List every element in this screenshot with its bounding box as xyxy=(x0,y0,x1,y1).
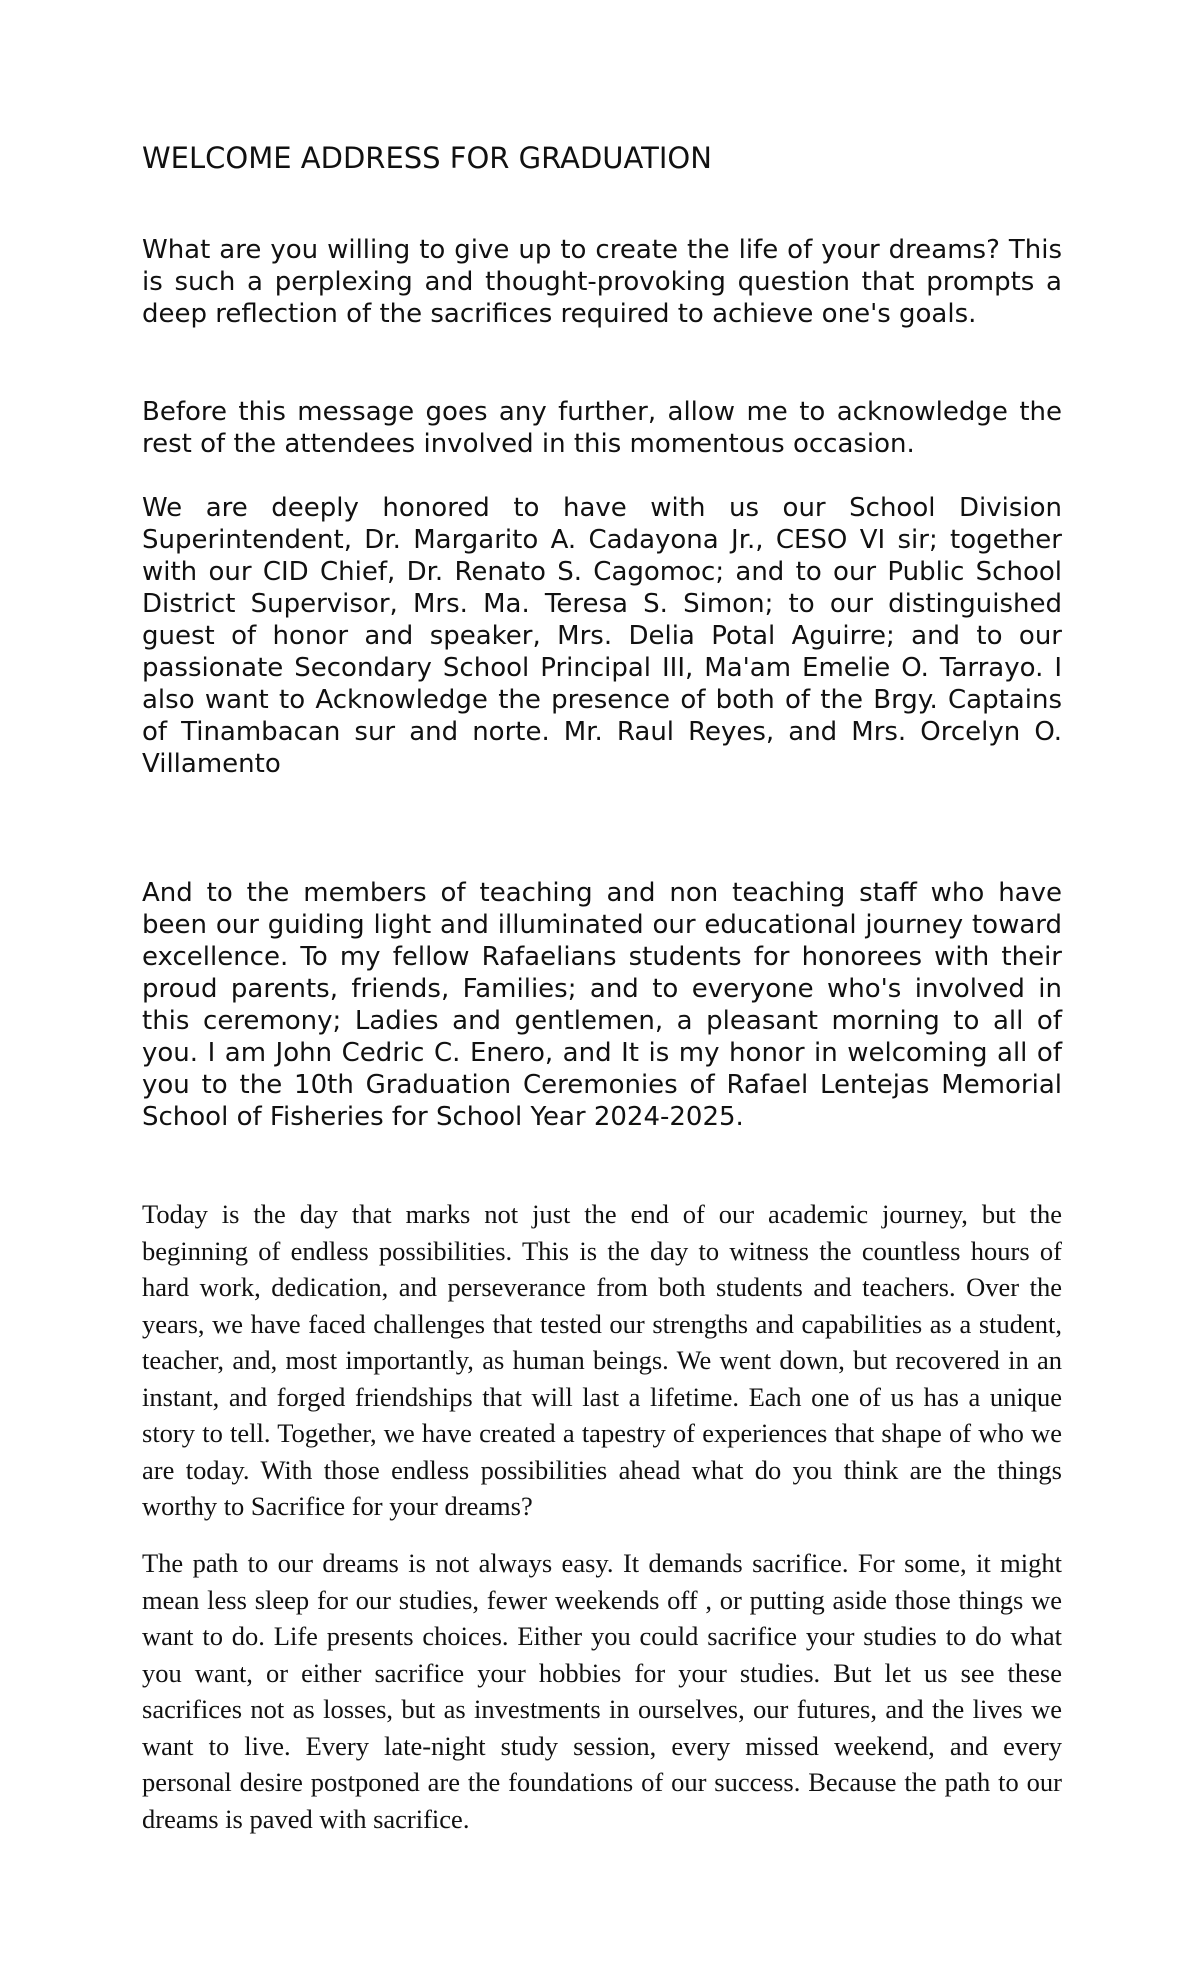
paragraph-dignitaries: We are deeply honored to have with us our School Division Superintendent, Dr. Margarito A. Cadayona Jr., CESO VI sir; together with our CID Chief, Dr. Renato S. Cagomoc; and to our Public School District Supervisor, Mrs. Ma. Teresa S. Simon; to our distinguished guest of honor and speaker, Mrs. Delia Potal Aguirre; and to our passionate Secondary School Principal III, Ma'am Emelie O. Tarrayo. I also want to Acknowledge the presence of both of the Brgy. Captains of Tinambacan sur and norte. Mr. Raul Reyes, and Mrs. Orcelyn O. Villamento xyxy=(142,493,1062,779)
paragraph-acknowledge-intro: Before this message goes any further, allow me to acknowledge the rest of the attendees involved in this momentous occasion. xyxy=(142,397,1062,459)
paragraph-welcome: And to the members of teaching and non teaching staff who have been our guiding light and illuminated our educational journey toward excellence. To my fellow Rafaelians students for honorees with their proud parents, friends, Families; and to everyone who's involved in this ceremony; Ladies and gentlemen, a pleasant morning to all of you. I am John Cedric C. Enero, and It is my honor in welcoming all of you to the 10th Graduation Ceremonies of Rafael Lentejas Memorial School of Fisheries for School Year 2024-2025. xyxy=(142,878,1062,1132)
document-title: WELCOME ADDRESS FOR GRADUATION xyxy=(142,141,712,175)
paragraph-journey: Today is the day that marks not just the end of our academic journey, but the beginning of endless possibilities. This is the day to witness the countless hours of hard work, dedication, and perseverance from both students and teachers. Over the years, we have faced challenges that tested our strengths and capabilities as a student, teacher, and, most importantly, as human beings. We went down, but recovered in an instant, and forged friendships that will last a lifetime. Each one of us has a unique story to tell. Together, we have created a tapestry of experiences that shape of who we are today. With those endless possibilities ahead what do you think are the things worthy to Sacrifice for your dreams? xyxy=(142,1199,1062,1521)
paragraph-sacrifice: The path to our dreams is not always easy. It demands sacrifice. For some, it might mean less sleep for our studies, fewer weekends off , or putting aside those things we want to do. Life presents choices. Either you could sacrifice your studies to do what you want, or either sacrifice your hobbies for your studies. But let us see these sacrifices not as losses, but as investments in ourselves, our futures, and the lives we want to live. Every late-night study session, every missed weekend, and every personal desire postponed are the foundations of our success. Because the path to our dreams is paved with sacrifice. xyxy=(142,1548,1062,1834)
paragraph-opening-question: What are you willing to give up to create the life of your dreams? This is such a perplexing and thought-provoking question that prompts a deep reflection of the sacrifices required to achieve one's goals. xyxy=(142,235,1062,329)
